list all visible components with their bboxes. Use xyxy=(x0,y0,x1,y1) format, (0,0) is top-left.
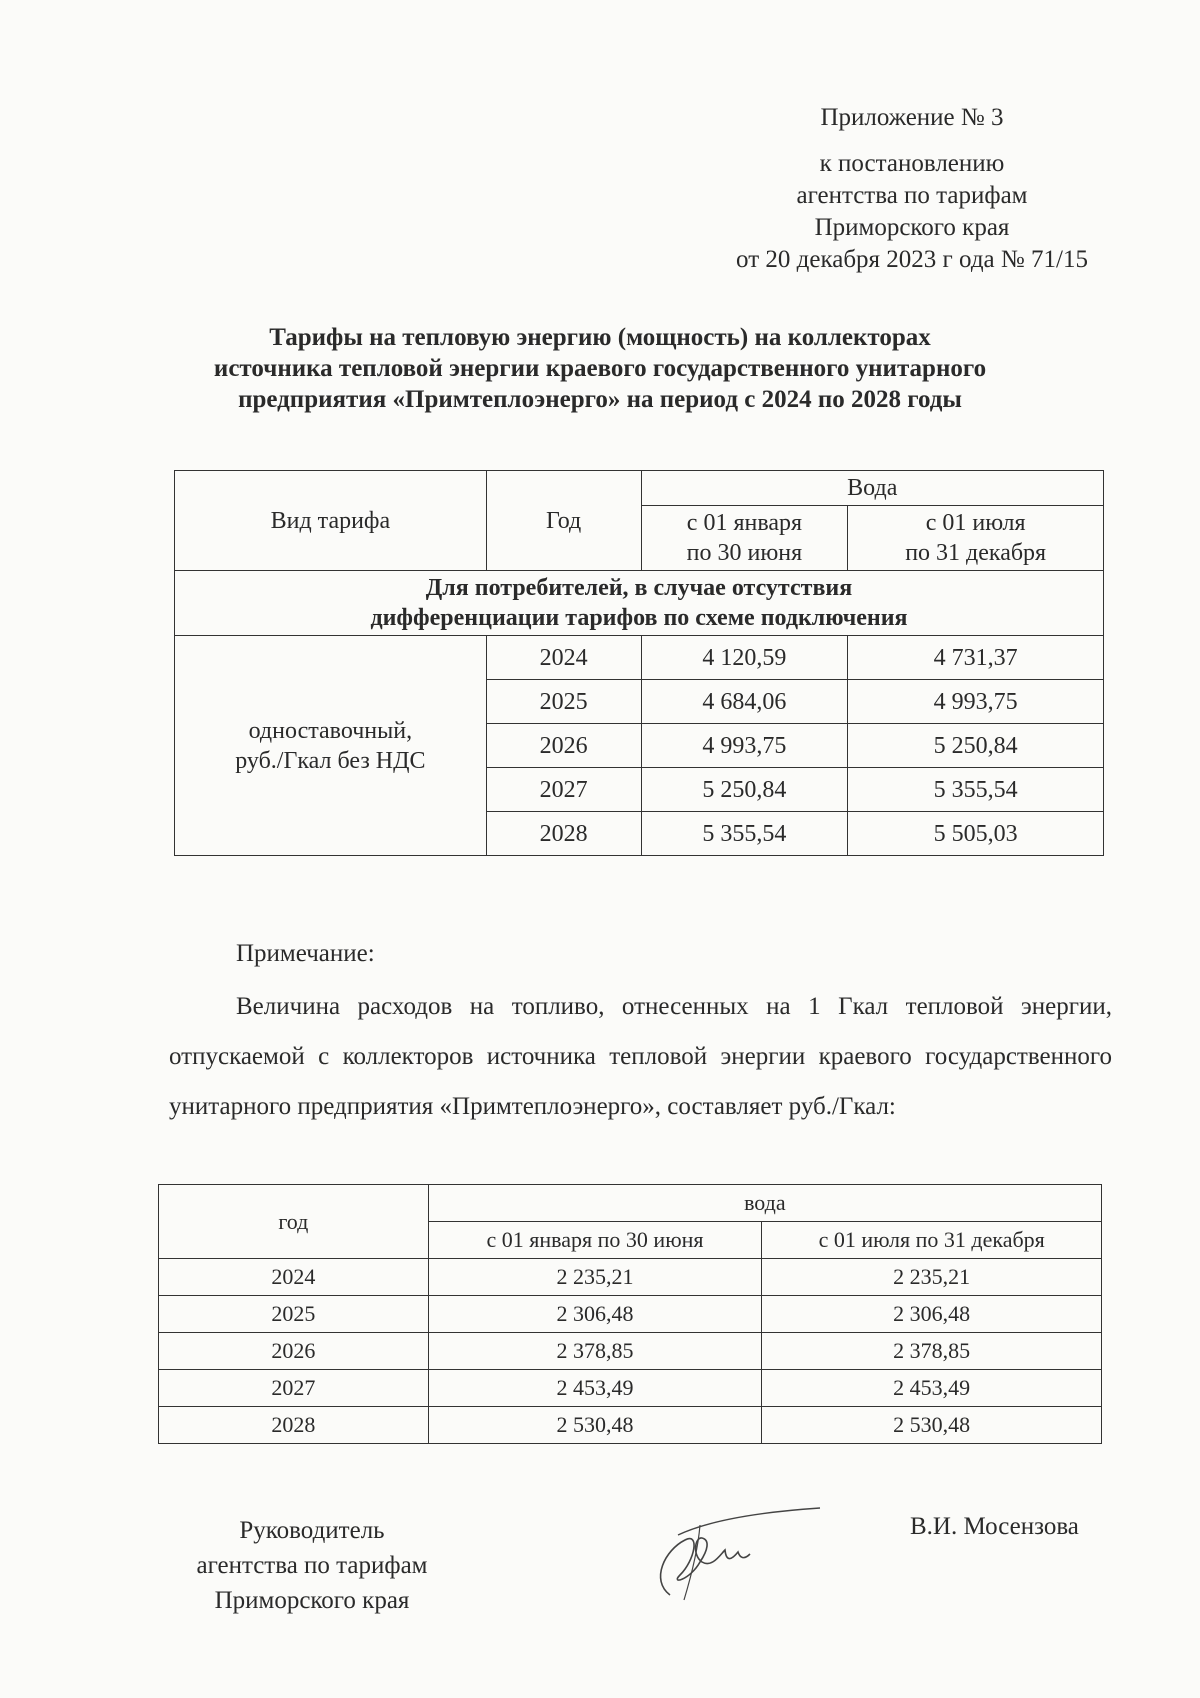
section-text: Для потребителей, в случае отсутствия xyxy=(425,575,853,601)
value-cell: 4 993,75 xyxy=(641,724,848,768)
year-cell: 2028 xyxy=(486,812,641,856)
appendix-line: Приморского края xyxy=(814,214,1010,241)
year-cell: 2027 xyxy=(486,768,641,812)
value-cell: 5 355,54 xyxy=(848,768,1104,812)
handwritten-signature xyxy=(640,1500,830,1610)
year-cell: 2027 xyxy=(159,1370,429,1407)
value-cell: 5 505,03 xyxy=(848,812,1104,856)
value-cell: 2 530,48 xyxy=(428,1407,762,1444)
table-row xyxy=(159,1333,1102,1370)
year-cell: 2026 xyxy=(159,1333,429,1370)
year-cell: 2026 xyxy=(486,724,641,768)
year-cell: 2024 xyxy=(159,1259,429,1296)
year-cell: 2025 xyxy=(486,680,641,724)
note-heading: Примечание: xyxy=(236,940,375,967)
table-row xyxy=(159,1407,1102,1444)
period-text: по 31 декабря xyxy=(905,540,1047,566)
value-cell: 4 993,75 xyxy=(848,680,1104,724)
period-text: по 30 июня xyxy=(686,540,803,566)
table-row xyxy=(159,1259,1102,1296)
tariff-type-cell xyxy=(175,636,487,856)
value-cell: 2 378,85 xyxy=(762,1333,1102,1370)
position-line: Руководитель xyxy=(239,1517,385,1544)
tariff-type-text: одноставочный, xyxy=(248,717,413,744)
appendix-header xyxy=(712,102,1112,276)
table-row xyxy=(159,1370,1102,1407)
tariff-table xyxy=(174,470,1104,856)
signatory-name: В.И. Мосензова xyxy=(910,1513,1079,1540)
appendix-number: Приложение № 3 xyxy=(820,104,1004,131)
value-cell: 2 453,49 xyxy=(762,1370,1102,1407)
value-cell: 4 120,59 xyxy=(641,636,848,680)
period-text: с 01 января xyxy=(686,510,803,536)
value-cell: 4 684,06 xyxy=(641,680,848,724)
value-cell: 2 453,49 xyxy=(428,1370,762,1407)
year-cell: 2028 xyxy=(159,1407,429,1444)
table-row xyxy=(159,1296,1102,1333)
signatory-position xyxy=(172,1513,452,1618)
year-cell: 2024 xyxy=(486,636,641,680)
header-water: вода xyxy=(428,1185,1101,1222)
header-period-1: с 01 января по 30 июня xyxy=(428,1222,762,1259)
value-cell: 2 306,48 xyxy=(428,1296,762,1333)
appendix-line: к постановлению xyxy=(819,150,1005,177)
value-cell: 4 731,37 xyxy=(848,636,1104,680)
value-cell: 2 378,85 xyxy=(428,1333,762,1370)
header-period-2: с 01 июля по 31 декабря xyxy=(762,1222,1102,1259)
header-year: год xyxy=(159,1185,429,1259)
period-text: с 01 июля xyxy=(925,510,1026,536)
fuel-cost-table xyxy=(158,1184,1102,1444)
appendix-line: агентства по тарифам xyxy=(796,182,1028,209)
title-line: Тарифы на тепловую энергию (мощность) на коллекторах xyxy=(269,324,931,351)
header-year: Год xyxy=(486,471,641,571)
value-cell: 2 235,21 xyxy=(428,1259,762,1296)
header-period-2 xyxy=(848,506,1104,571)
value-cell: 5 355,54 xyxy=(641,812,848,856)
position-line: Приморского края xyxy=(214,1587,410,1614)
header-tariff-type: Вид тарифа xyxy=(175,471,487,571)
header-period-1 xyxy=(641,506,848,571)
document-title xyxy=(150,322,1050,415)
position-line: агентства по тарифам xyxy=(196,1552,428,1579)
value-cell: 2 530,48 xyxy=(762,1407,1102,1444)
year-cell: 2025 xyxy=(159,1296,429,1333)
appendix-line: от 20 декабря 2023 г ода № 71/15 xyxy=(736,246,1088,273)
table-row xyxy=(175,636,1104,680)
title-line: источника тепловой энергии краевого государственного унитарного xyxy=(213,355,987,382)
header-water: Вода xyxy=(641,471,1103,506)
value-cell: 2 306,48 xyxy=(762,1296,1102,1333)
section-text: дифференциации тарифов по схеме подключения xyxy=(370,605,908,631)
tariff-type-text: руб./Гкал без НДС xyxy=(235,747,426,774)
title-line: предприятия «Примтеплоэнерго» на период с 2024 по 2028 годы xyxy=(238,386,962,413)
section-header xyxy=(175,571,1104,636)
value-cell: 5 250,84 xyxy=(848,724,1104,768)
value-cell: 5 250,84 xyxy=(641,768,848,812)
note-text: Величина расходов на топливо, отнесенных на 1 Гкал тепловой энергии, отпускаемой с коллекторов источника тепловой энергии краевого государственного унитарного предприятия «Примтеплоэнерго», составляет руб./Гкал: xyxy=(169,993,1112,1120)
value-cell: 2 235,21 xyxy=(762,1259,1102,1296)
